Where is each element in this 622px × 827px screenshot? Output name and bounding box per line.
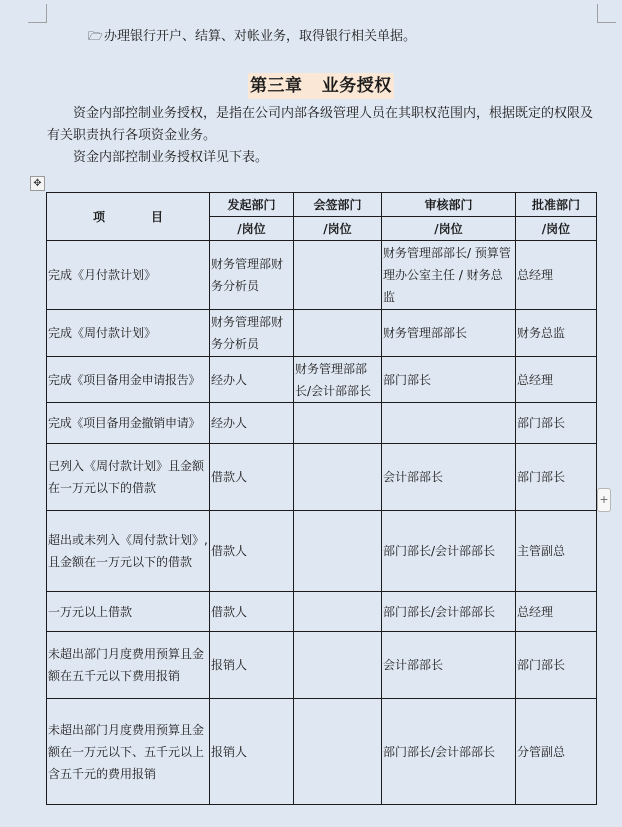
cell-review[interactable]: 部门部长/会计部部长 <box>382 699 516 805</box>
cell-initiator[interactable]: 财务管理部财务分析员 <box>210 241 294 310</box>
cell-initiator[interactable]: 借款人 <box>210 592 294 632</box>
cell-approve[interactable]: 部门部长 <box>516 632 597 699</box>
cell-cosign[interactable] <box>294 403 382 444</box>
cell-review[interactable]: 会计部部长 <box>382 632 516 699</box>
paragraph-authorization-definition: 资金内部控制业务授权，是指在公司内部各级管理人员在其职权范围内，根据既定的权限及有关职责执行各项资金业务。 <box>47 106 594 143</box>
table-row <box>47 444 597 511</box>
bullet-item <box>88 27 416 46</box>
page-corner-mark-top-left <box>28 4 47 23</box>
header-approve-bottom: /岗位 <box>516 217 597 241</box>
table-row <box>47 403 597 444</box>
table-row <box>47 699 597 805</box>
cell-review[interactable] <box>382 403 516 444</box>
cell-cosign[interactable] <box>294 511 382 592</box>
header-item <box>47 193 210 241</box>
cell-initiator[interactable]: 报销人 <box>210 632 294 699</box>
cell-item[interactable]: 一万元以上借款 <box>47 592 210 632</box>
cell-cosign[interactable] <box>294 310 382 357</box>
cell-initiator[interactable]: 财务管理部财务分析员 <box>210 310 294 357</box>
cell-review[interactable]: 部门部长/会计部部长 <box>382 511 516 592</box>
cell-approve[interactable]: 主管副总 <box>516 511 597 592</box>
cell-item[interactable]: 完成《项目备用金申请报告》 <box>47 357 210 403</box>
header-initiator-bottom: /岗位 <box>210 217 294 241</box>
header-approve-top: 批准部门 <box>516 193 597 217</box>
table-row <box>47 511 597 592</box>
cell-review[interactable]: 财务管理部部长/ 预算管理办公室主任 / 财务总监 <box>382 241 516 310</box>
cell-review[interactable]: 会计部部长 <box>382 444 516 511</box>
paragraph-see-table: 资金内部控制业务授权详见下表。 <box>73 150 269 165</box>
table-add-column-icon[interactable]: + <box>597 488 611 512</box>
table-row <box>47 310 597 357</box>
cell-approve[interactable]: 分管副总 <box>516 699 597 805</box>
cell-cosign[interactable] <box>294 632 382 699</box>
cell-initiator[interactable]: 借款人 <box>210 444 294 511</box>
cell-approve[interactable]: 部门部长 <box>516 403 597 444</box>
table-row <box>47 632 597 699</box>
header-review-top: 审核部门 <box>382 193 516 217</box>
bullet-text: 办理银行开户、结算、对帐业务，取得银行相关单据。 <box>104 29 417 44</box>
table-row <box>47 592 597 632</box>
header-cosign-bottom: /岗位 <box>294 217 382 241</box>
header-cosign-top: 会签部门 <box>294 193 382 217</box>
cell-review[interactable]: 财务管理部部长 <box>382 310 516 357</box>
table-move-handle-icon[interactable]: ✥ <box>30 176 45 191</box>
table-row <box>47 357 597 403</box>
cell-initiator[interactable]: 经办人 <box>210 403 294 444</box>
authorization-table <box>46 192 597 805</box>
cell-cosign[interactable] <box>294 241 382 310</box>
header-initiator-top: 发起部门 <box>210 193 294 217</box>
cell-item[interactable]: 完成《项目备用金撤销申请》 <box>47 403 210 444</box>
folder-icon: 🗁 <box>88 29 103 43</box>
header-item-right: 目 <box>151 209 164 224</box>
cell-initiator[interactable]: 报销人 <box>210 699 294 805</box>
cell-cosign[interactable] <box>294 592 382 632</box>
cell-initiator[interactable]: 经办人 <box>210 357 294 403</box>
cell-cosign[interactable] <box>294 444 382 511</box>
cell-cosign[interactable]: 财务管理部部长/会计部部长 <box>294 357 382 403</box>
header-item-left: 项 <box>92 209 105 224</box>
cell-review[interactable]: 部门部长 <box>382 357 516 403</box>
header-review-bottom: /岗位 <box>382 217 516 241</box>
cell-approve[interactable]: 财务总监 <box>516 310 597 357</box>
cell-item[interactable]: 已列入《周付款计划》且金额在一万元以下的借款 <box>47 444 210 511</box>
table-row <box>47 241 597 310</box>
cell-item[interactable]: 未超出部门月度费用预算且金额在一万元以下、五千元以上含五千元的费用报销 <box>47 699 210 805</box>
page-corner-mark-top-right <box>597 4 616 23</box>
cell-approve[interactable]: 部门部长 <box>516 444 597 511</box>
cell-item[interactable]: 完成《月付款计划》 <box>47 241 210 310</box>
cell-approve[interactable]: 总经理 <box>516 592 597 632</box>
chapter-title: 第三章 业务授权 <box>248 73 394 99</box>
cell-review[interactable]: 部门部长/会计部部长 <box>382 592 516 632</box>
cell-approve[interactable]: 总经理 <box>516 357 597 403</box>
cell-initiator[interactable]: 借款人 <box>210 511 294 592</box>
cell-approve[interactable]: 总经理 <box>516 241 597 310</box>
cell-item[interactable]: 超出或未列入《周付款计划》,且金额在一万元以下的借款 <box>47 511 210 592</box>
cell-item[interactable]: 未超出部门月度费用预算且金额在五千元以下费用报销 <box>47 632 210 699</box>
cell-item[interactable]: 完成《周付款计划》 <box>47 310 210 357</box>
cell-cosign[interactable] <box>294 699 382 805</box>
